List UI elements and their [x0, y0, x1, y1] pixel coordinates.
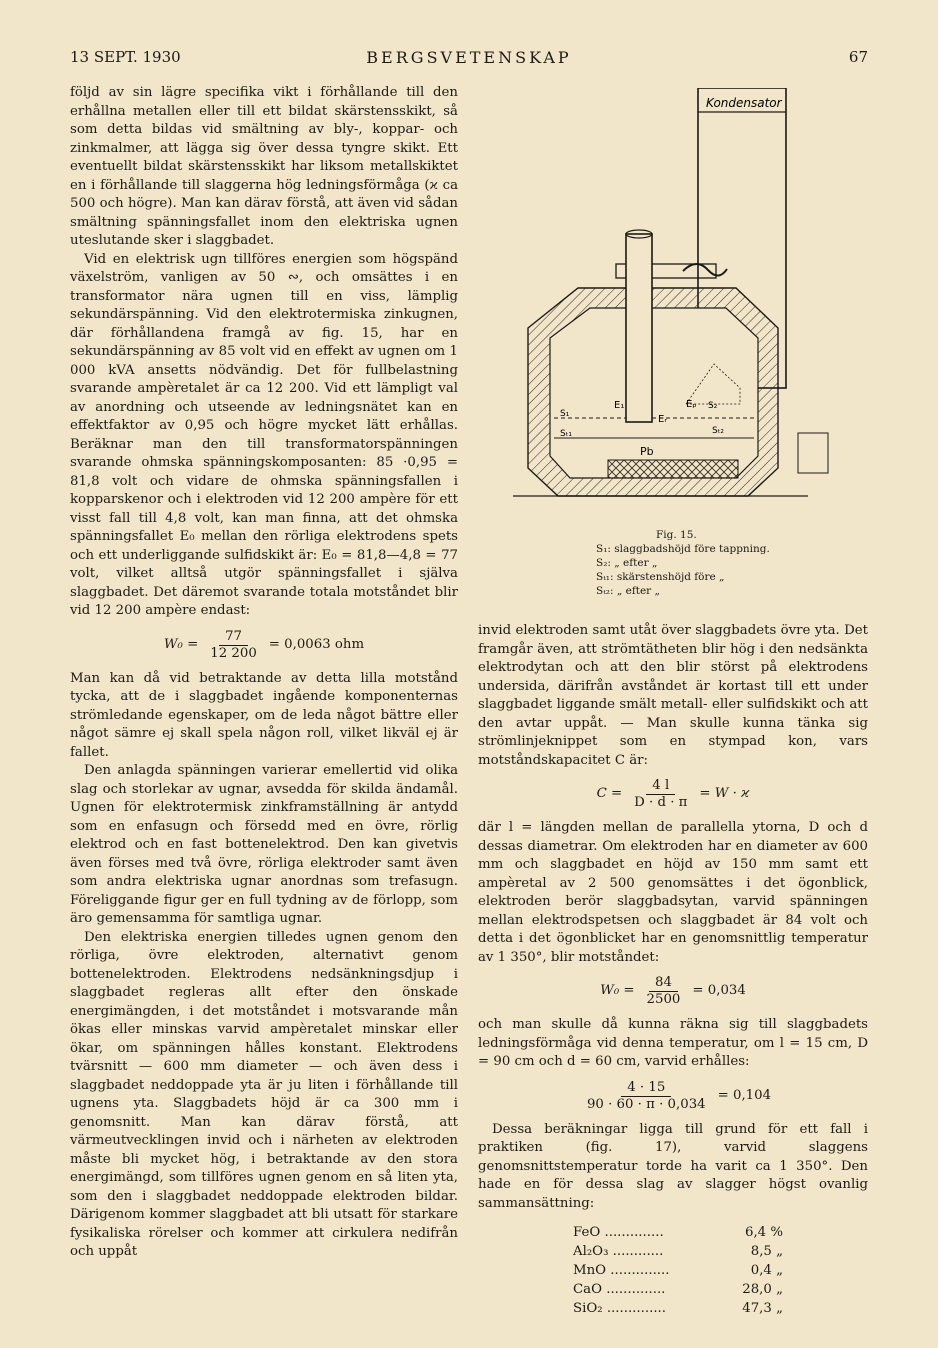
compound-value: 0,4 „	[750, 1263, 783, 1278]
caption-title: Fig. 15.	[656, 529, 697, 541]
page-header	[70, 48, 868, 70]
page-number: 67	[848, 48, 868, 66]
journal-title: BERGSVETENSKAP	[366, 48, 572, 67]
compound-name: CaO ..............	[573, 1282, 666, 1297]
paragraph: Den anlagda spänningen varierar emellertid vid olika slag och storlekar av ugnar, avsedda för skilda ändamål. Ugnen för elektrotermisk zinkframställning är antydd som en enfasugn och försedd med en övre, rörlig elektrod och en fast bottenelektrod. Den kan givetvis även förses med två övre, rörliga elektroder samt även som andra elektriska ugnar anordnas som trefasugn. Föreliggande figur ger en full tydning av de förlopp, som äro gemensamma för samtliga ugnar.	[70, 763, 458, 926]
formula-rhs: = W · ϰ	[699, 786, 750, 802]
compound-value: 6,4 %	[744, 1225, 783, 1240]
numerator: 4 l	[646, 778, 675, 795]
paragraph: och man skulle då kunna räkna sig till slaggbadets ledningsförmåga vid denna temperatur, om l = 15 cm, D = 90 cm och d = 60 cm, varvid erhålles:	[478, 1017, 868, 1069]
compound-name: MnO ..............	[573, 1263, 670, 1278]
table-row	[573, 1299, 783, 1318]
formula-fraction	[641, 975, 687, 1008]
compound-name: SiO₂ ..............	[573, 1301, 666, 1316]
table-row	[573, 1242, 783, 1261]
numerator: 4 · 15	[621, 1080, 671, 1097]
lead-bath-shape	[608, 460, 738, 478]
compound-value: 47,3 „	[742, 1301, 783, 1316]
formula-lhs: W₀ =	[600, 983, 635, 999]
caption-row: Sₜ₂: „ efter „	[596, 585, 660, 597]
formula-fraction	[628, 778, 693, 811]
compound-value: 8,5 „	[750, 1244, 783, 1259]
denominator: 90 · 60 · π · 0,034	[586, 1096, 706, 1112]
caption-row: S₂: „ efter „	[596, 557, 658, 569]
label-er: Eᵣ	[658, 414, 667, 425]
formula-w0-resistance	[478, 975, 868, 1008]
label-kondensator: Kondensator	[706, 96, 782, 110]
paragraph: Man kan då vid betraktande av detta lilla motstånd tycka, att de i slaggbadet ingående komponenternas strömledande egenskaper, om de leda något bättre eller något sämre ej skall spela någon roll, vilket likväl ej är fallet.	[70, 670, 458, 760]
furnace-diagram	[508, 88, 838, 528]
label-e1: E₁	[614, 400, 625, 411]
left-column	[70, 84, 458, 1262]
formula-w0-ohm	[70, 629, 458, 662]
label-st2: Sₜ₂	[712, 426, 724, 436]
paragraph: följd av sin lägre specifika vikt i förhållande till den erhållna metallen eller till ett bildat skärstensskikt, så som detta bildas vid smältning av bly-, koppar- och zinkmalmer, att lägga sig över dessa tyngre skikt. Ett eventuellt bildat skärstensskikt har liksom metallskiktet en i förhållande till slaggerna hög ledningsförmåga (ϰ ca 500 och högre). Man kan därav förstå, att även vid sådan smältning spänningsfallet inom den elektriska ugnen uteslutande sker i slaggbadet.	[70, 85, 458, 248]
paragraph: Den elektriska energien tilledes ugnen genom den rörliga, övre elektroden, alternativt genom bottenelektroden. Elektrodens nedsänkningsdjup i slaggbadet regleras allt efter den önskade energimängden, i det motståndet i motsvarande mån ökas eller minskas varvid ampèretalet minskar eller ökar, om spänningen hålles konstant. Elektrodens tvärsnitt — 600 mm diameter — och även dess i slaggbadet neddoppade yta är ju liten i förhållande till ugnens yta. Slaggbadets höjd är ca 300 mm i genomsnitt. Man kan därav förstå, att värmeutvecklingen invid och i närheten av elektroden måste bli mycket hög, i betraktande av den stora energimängd, som tillföres ugnen genom en så liten yta, som den i slaggbadet neddoppade elektroden bildar. Därigenom kommer slaggbadet att bli utsatt för starkare fysikaliska rörelser och kommer att cirkulera nedifrån och uppåt	[70, 929, 458, 1259]
formula-rhs: = 0,104	[717, 1087, 772, 1103]
table-row	[573, 1280, 783, 1299]
table-row	[573, 1261, 783, 1280]
formula-conductivity	[478, 1080, 868, 1113]
label-s2: S₂	[708, 401, 718, 411]
electrode-shape	[626, 234, 652, 422]
formula-rhs: = 0,0063 ohm	[268, 636, 365, 652]
paragraph: invid elektroden samt utåt över slaggbadets övre yta. Det framgår även, att strömtätheten blir hög i den nedsänkta elektrodytan och att den blir störst på elektrodens undersida, därifrån avståndet är kortast till ett under slaggbadet liggande smält metall- eller sulfidskikt och att den avtar uppåt. — Man skulle kunna tänka sig strömlinjeknippet som en stympad kon, vars motståndskapacitet C är:	[478, 623, 868, 768]
formula-fraction	[581, 1080, 712, 1113]
furnace-chamber-shape	[550, 308, 758, 478]
formula-fraction	[204, 629, 263, 662]
right-column	[478, 622, 868, 1318]
compound-value: 28,0 „	[742, 1282, 783, 1297]
compound-name: Al₂O₃ ............	[573, 1244, 664, 1259]
caption-row: S₁: slaggbadshöjd före tappning.	[596, 543, 770, 555]
denominator: 12 200	[210, 645, 257, 661]
issue-date: 13 SEPT. 1930	[70, 48, 181, 66]
formula-capacity	[478, 778, 868, 811]
denominator: D · d · π	[634, 795, 688, 810]
numerator: 84	[649, 975, 678, 992]
paragraph: Dessa beräkningar ligga till grund för ett fall i praktiken (fig. 17), varvid slaggens genomsnittstemperatur torde ha varit ca 1 350°. Den hade en för dessa slag av slagger högst ovanlig sammansättning:	[478, 1121, 868, 1211]
figure-caption	[596, 528, 796, 598]
paragraph: Vid en elektrisk ugn tillföres energien som högspänd växelström, vanligen av 50 ∾, och omsättes i en transformator nära ugnen till en viss, lämplig sekundärspänning. Vid den elektrotermiska zinkugnen, där förhållandena framgå av fig. 15, har en sekundärspänning av 85 volt vid en effekt av ugnen om 1 000 kVA ansetts nödvändig. Det för fullbelastning svarande ampèretalet är ca 12 200. Vid ett lämpligt val av anordning och utseende av ledningsnätet kan en effektfaktor av 0,95 och högre mycket lätt erhållas. Beräknar man den till transformatorspänningen svarande ohmska spänningskomposanten: 85 ·0,95 = 81,8 volt och vidare de ohmska spänningsfallen i kopparskenor och i elektroden vid 12 200 ampère för ett visst fall till 4,8 volt, kan man finna, att det ohmska spänningsfallet E₀ mellan den rörliga elektrodens spets och ett underliggande sulfidskikt är: E₀ = 81,8—4,8 = 77 volt, vilket alltså utgör spänningsfallet i själva slaggbadet. Det däremot svarande totala motståndet blir vid 12 200 ampère endast:	[70, 251, 458, 618]
compound-name: FeO ..............	[573, 1225, 664, 1240]
cable-shape	[683, 264, 727, 276]
paragraph: där l = längden mellan de parallella ytorna, D och d dessas diametrar. Om elektroden har en diameter av 600 mm och slaggbadet en höjd av 150 mm samt ett ampèretal av 2 500 genomsättes i det ögonblick, elektroden berör slaggbadsytan, varvid spänningen mellan elektrodspetsen och slaggbadet är 84 volt och detta i det ögonblicket har en genomsnittlig temperatur av 1 350°, blir motståndet:	[478, 820, 868, 965]
formula-lhs: C =	[596, 786, 623, 802]
caption-row: Sₜ₁: skärstenshöjd före „	[596, 571, 725, 583]
formula-lhs: W₀ =	[163, 636, 199, 652]
denominator: 2500	[646, 992, 681, 1007]
slag-composition-table	[573, 1223, 783, 1318]
formula-rhs: = 0,034	[692, 983, 746, 999]
label-ep: Eₚ	[686, 399, 697, 410]
numerator: 77	[219, 629, 248, 646]
label-st1: Sₜ₁	[560, 429, 572, 439]
label-s1: S₁	[560, 409, 570, 419]
table-row	[573, 1223, 783, 1242]
label-pb: Pb	[640, 445, 654, 458]
